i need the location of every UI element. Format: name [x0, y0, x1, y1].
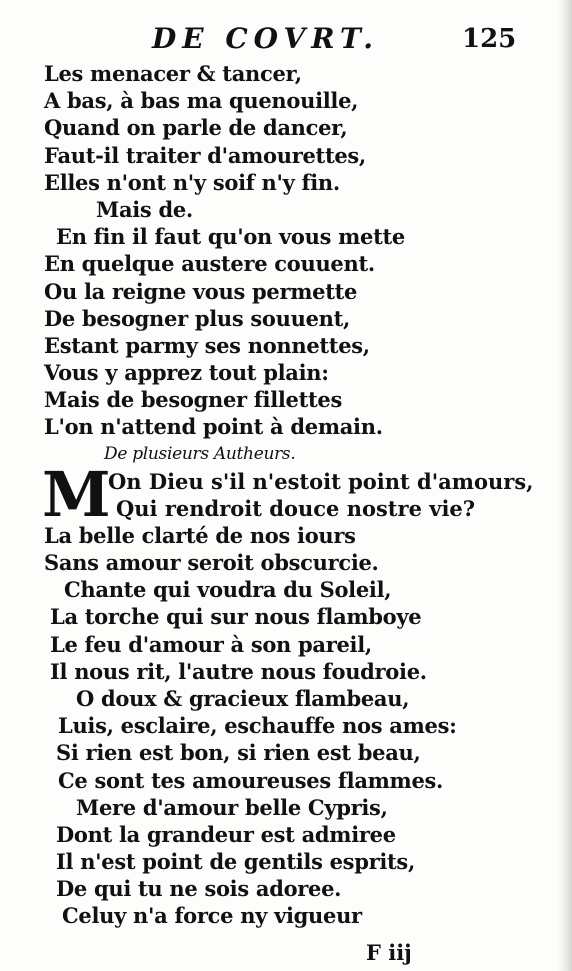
verse-line: La torche qui sur nous flamboye [50, 604, 422, 630]
verse-line: Elles n'ont n'y soif n'y fin. [44, 169, 340, 195]
verse-line: Mere d'amour belle Cypris, [76, 794, 388, 820]
verse-line: Ou la reigne vous permette [44, 278, 358, 304]
dropcap-block [0, 457, 560, 531]
section-heading: De plusieurs Autheurs. [104, 443, 296, 464]
verse-line: Il n'est point de gentils esprits, [56, 849, 415, 875]
verse-line: Le feu d'amour à son pareil, [50, 631, 372, 657]
verse-line: Celuy n'a force ny vigueur [62, 903, 362, 929]
verse-line: Qui rendroit douce nostre vie? [116, 495, 476, 521]
verse-line: Sans amour seroit obscurcie. [44, 550, 379, 575]
page-header [0, 22, 572, 62]
verse-line: Faut-il traiter d'amourettes, [44, 142, 366, 168]
verse-line: Dont la grandeur est admiree [56, 821, 396, 847]
verse-line: En fin il faut qu'on vous mette [56, 224, 405, 250]
verse-line: Estant parmy ses nonnettes, [44, 332, 370, 358]
verse-line: L'on n'attend point à demain. [44, 414, 383, 440]
verse-line: De qui tu ne sois adoree. [56, 876, 342, 902]
verse-line: Les menacer & tancer, [44, 61, 302, 86]
dropcap-letter: M [42, 457, 111, 531]
verse-line: La belle clarté de nos iours [44, 522, 356, 548]
verse-line: Mais de. [96, 196, 193, 222]
page-gutter-shadow [558, 0, 572, 971]
poem-text [0, 60, 560, 930]
verse-line: Ce sont tes amoureuses flammes. [58, 767, 444, 793]
verse-line: On Dieu s'il n'estoit point d'amours, [108, 468, 534, 494]
verse-line: O doux & gracieux flambeau, [76, 685, 410, 711]
verse-line: Il nous rit, l'autre nous foudroie. [50, 658, 427, 684]
signature-mark: F iij [366, 940, 412, 965]
verse-line: En quelque austere couuent. [44, 251, 375, 277]
verse-line: Luis, esclaire, eschauffe nos ames: [58, 713, 457, 739]
verse-line: Si rien est bon, si rien est beau, [56, 740, 421, 766]
running-title: DE COVRT. [152, 22, 380, 55]
verse-line: A bas, à bas ma quenouille, [44, 88, 359, 114]
verse-line: Mais de besogner fillettes [44, 387, 342, 413]
verse-line: De besogner plus souuent, [44, 305, 351, 331]
verse-line: Chante qui voudra du Soleil, [64, 577, 392, 603]
verse-line: Vous y apprez tout plain: [44, 360, 329, 386]
verse-line: Quand on parle de dancer, [44, 115, 348, 141]
page-number: 125 [462, 24, 517, 54]
